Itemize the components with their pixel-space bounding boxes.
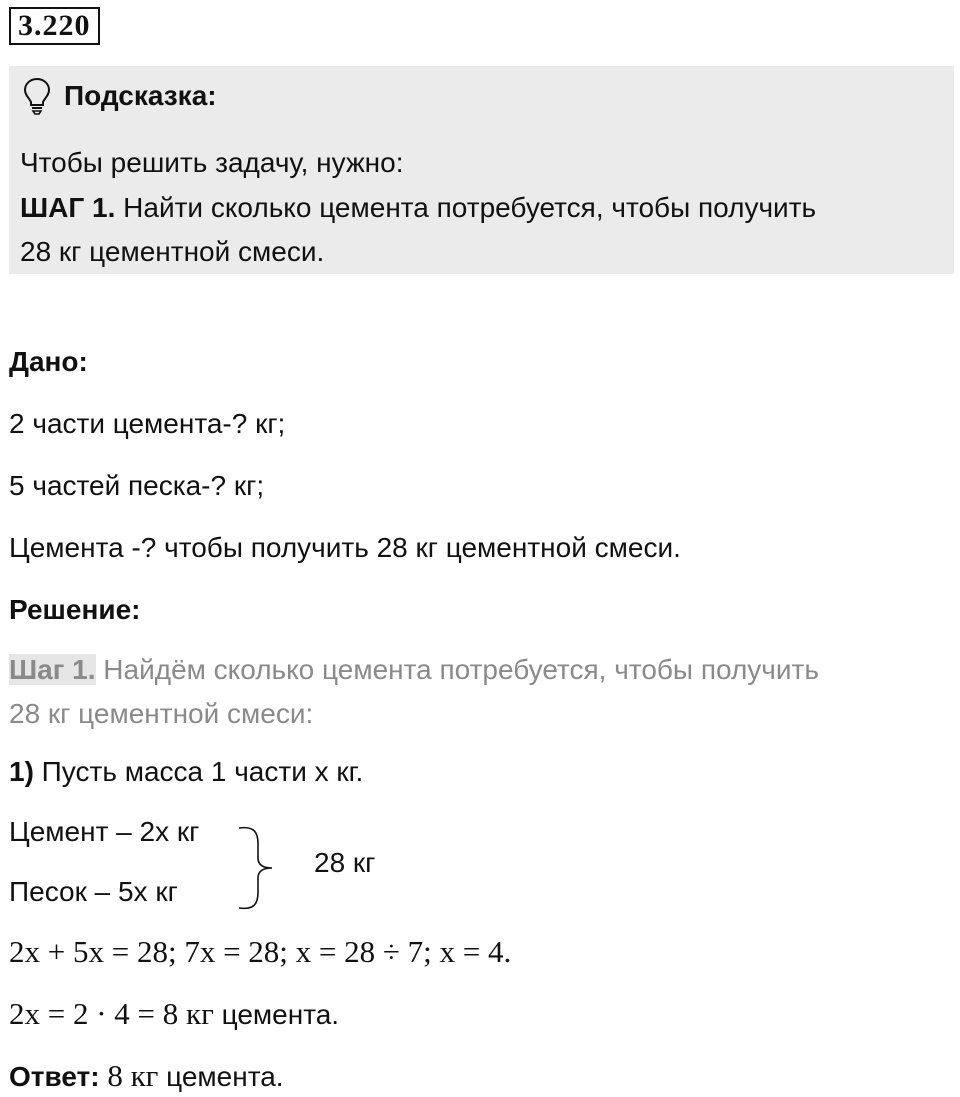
cement-line: Цемент – 2x кг bbox=[9, 816, 200, 847]
hint-title bbox=[22, 76, 217, 116]
given-line-1: 2 части цемента-? кг; bbox=[9, 408, 286, 439]
hint-step-text-continued: 28 кг цементной смеси. bbox=[20, 236, 325, 267]
curly-brace bbox=[234, 822, 290, 914]
result-math: 2x = 2 · 4 = 8 кг bbox=[9, 996, 214, 1031]
answer-line bbox=[9, 1056, 284, 1097]
solution-step-text-continued: 28 кг цементной смеси: bbox=[9, 698, 314, 729]
answer-label: Ответ: bbox=[9, 1061, 100, 1092]
result-text: цемента. bbox=[213, 999, 340, 1030]
equation-line: 2x + 5x = 28; 7x = 28; x = 28 ÷ 7; x = 4. bbox=[9, 934, 512, 969]
solution-item-1 bbox=[9, 752, 363, 792]
given-line-2: 5 частей песка-? кг; bbox=[9, 470, 265, 501]
solution-step-line bbox=[9, 650, 819, 690]
result-line bbox=[9, 994, 339, 1035]
given-heading: Дано: bbox=[9, 346, 88, 377]
sand-line: Песок – 5x кг bbox=[9, 876, 178, 907]
problem-number: 3.220 bbox=[9, 7, 100, 45]
solution-step-text: Найдём сколько цемента потребуется, чтобы получить bbox=[95, 654, 819, 685]
hint-title-text: Подсказка: bbox=[64, 80, 217, 111]
item-label: 1) bbox=[9, 756, 34, 787]
answer-text: цемента. bbox=[158, 1061, 284, 1092]
lightbulb-icon bbox=[22, 77, 52, 115]
answer-value: 8 кг bbox=[99, 1058, 159, 1093]
brace-total: 28 кг bbox=[314, 847, 376, 878]
given-line-3: Цемента -? чтобы получить 28 кг цементной смеси. bbox=[9, 532, 681, 563]
hint-step-text: Найти сколько цемента потребуется, чтобы получить bbox=[115, 192, 817, 223]
hint-intro: Чтобы решить задачу, нужно: bbox=[20, 147, 404, 178]
hint-step-line bbox=[20, 188, 816, 228]
item-text: Пусть масса 1 части x кг. bbox=[33, 756, 364, 787]
solution-step-label: Шаг 1. bbox=[9, 654, 96, 685]
solution-heading: Решение: bbox=[9, 594, 141, 625]
hint-step-label: ШАГ 1. bbox=[20, 192, 116, 223]
